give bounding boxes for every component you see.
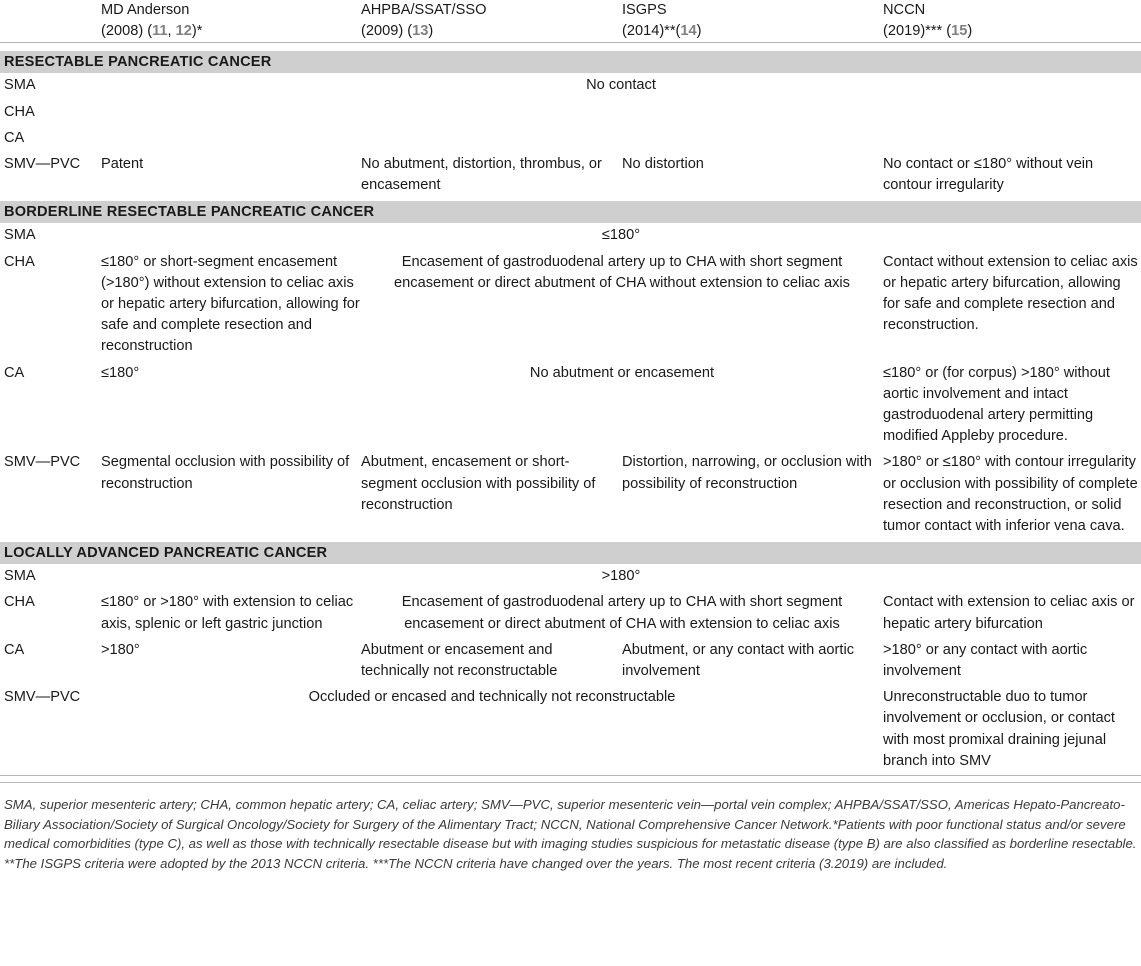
table-cell: Patent — [101, 156, 144, 173]
table-cell: No distortion — [622, 156, 704, 173]
table-row — [0, 685, 1141, 775]
table-header-row — [0, 0, 1141, 43]
table-row — [0, 564, 1141, 590]
ref-link-11[interactable]: 11 — [152, 23, 168, 40]
table-cell: >180° or any contact with aortic involvement — [883, 641, 1088, 680]
row-label: SMA — [4, 568, 36, 585]
table-cell: No abutment, distortion, thrombus, or encasement — [361, 156, 602, 194]
row-label: CHA — [4, 253, 35, 270]
table-cell: Distortion, narrowing, or occlusion with possibility of reconstruction — [622, 454, 872, 492]
row-label: SMA — [4, 227, 36, 244]
table-cell: >180° — [101, 641, 140, 658]
table-cell: Contact with extension to celiac axis or hepatic artery bifurcation — [883, 594, 1135, 632]
table-cell: >180° — [601, 568, 641, 585]
table-cell: Encasement of gastroduodenal artery up to CHA with short segment encasement or direct abutment of CHA without extension to celiac axis — [394, 253, 850, 291]
section-header-resectable: RESECTABLE PANCREATIC CANCER — [0, 50, 1141, 73]
header-md-anderson: MD Anderson (2008) (11, 12)* — [101, 2, 203, 40]
table-row — [0, 126, 1141, 152]
table-row — [0, 450, 1141, 541]
table-cell: ≤180° — [101, 364, 140, 381]
table-footnote: SMA, superior mesenteric artery; CHA, common hepatic artery; CA, celiac artery; SMV—PVC, superior mesenteric vein—portal vein complex; AHPBA/SSAT/SSO, Americas Hepato-Pancreato-Biliary Association/Society of Surgical Oncology/Society for Surgery of the Alimentary Tract; NCCN, National Comprehensive Cancer Network.*Patients with poor functional status and/or severe medical comorbidities (type C), as well as those with technically resectable disease but with imaging studies suspicious for metastatic disease (type B) are also classified as borderline resectable. **The ISGPS criteria were adopted by the 2013 NCCN criteria. ***The NCCN criteria have changed over the years. The most recent criteria (3.2019) are included. — [0, 782, 1141, 873]
table-cell: Abutment or encasement and technically not reconstructable — [361, 641, 558, 680]
row-label: CA — [4, 129, 25, 146]
row-label: SMV—PVC — [4, 454, 81, 471]
table-row — [0, 361, 1141, 451]
header-nccn: NCCN (2019)*** (15) — [883, 2, 973, 40]
table-cell: Contact without extension to celiac axis or hepatic artery bifurcation, allowing for safe and complete resection and reconstruction. — [883, 253, 1138, 334]
ref-link-13[interactable]: 13 — [412, 23, 429, 40]
table-cell: No abutment or encasement — [529, 364, 715, 381]
table-cell: Unreconstructable duo to tumor involvement or occlusion, or contact with most promixal draining jejunal branch into SMV — [883, 689, 1115, 769]
header-ahpba: AHPBA/SSAT/SSO (2009) (13) — [361, 2, 487, 40]
table-cell: Occluded or encased and technically not reconstructable — [308, 689, 676, 706]
table-cell: ≤180° or short-segment encasement (>180°) without extension to celiac axis or hepatic artery bifurcation, allowing for safe and complete resection and reconstruction — [101, 253, 360, 355]
table-cell: Abutment, encasement or short-segment occlusion with possibility of reconstruction — [361, 454, 596, 513]
table-row — [0, 638, 1141, 685]
table-row — [0, 250, 1141, 361]
ref-link-15[interactable]: 15 — [951, 23, 968, 40]
table-row — [0, 223, 1141, 249]
row-label: CA — [4, 364, 25, 381]
row-label: SMA — [4, 77, 36, 94]
table-cell: >180° or ≤180° with contour irregularity or occlusion with possibility of complete resection and reconstruction, or solid tumor contact with inferior vena cava. — [883, 454, 1138, 535]
table-cell: No contact or ≤180° without vein contour irregularity — [883, 156, 1094, 194]
section-header-borderline: BORDERLINE RESECTABLE PANCREATIC CANCER — [0, 200, 1141, 223]
table-row — [0, 152, 1141, 200]
ref-link-14[interactable]: 14 — [680, 23, 697, 40]
row-label: SMV—PVC — [4, 689, 81, 706]
table-cell: Segmental occlusion with possibility of reconstruction — [101, 454, 350, 492]
table-row — [0, 73, 1141, 99]
table-cell: Encasement of gastroduodenal artery up to CHA with short segment encasement or direct abutment of CHA with extension to celiac axis — [401, 594, 843, 632]
table-cell: ≤180° or (for corpus) >180° without aortic involvement and intact gastroduodenal artery permitting modified Appleby procedure. — [883, 364, 1110, 445]
table-row — [0, 590, 1141, 637]
ref-link-12[interactable]: 12 — [175, 23, 192, 40]
row-label: SMV—PVC — [4, 156, 81, 173]
header-empty-cell — [0, 0, 101, 43]
table-row — [0, 100, 1141, 126]
table-cell: ≤180° or >180° with extension to celiac axis, splenic or left gastric junction — [101, 594, 354, 632]
row-label: CHA — [4, 103, 35, 120]
row-label: CHA — [4, 594, 35, 611]
table-cell: Abutment, or any contact with aortic involvement — [622, 641, 854, 680]
header-isgps: ISGPS (2014)**(14) — [622, 2, 702, 40]
row-label: CA — [4, 641, 25, 658]
table-cell: ≤180° — [601, 227, 641, 244]
section-header-locally-advanced: LOCALLY ADVANCED PANCREATIC CANCER — [0, 541, 1141, 564]
table-cell: No contact — [586, 77, 656, 94]
